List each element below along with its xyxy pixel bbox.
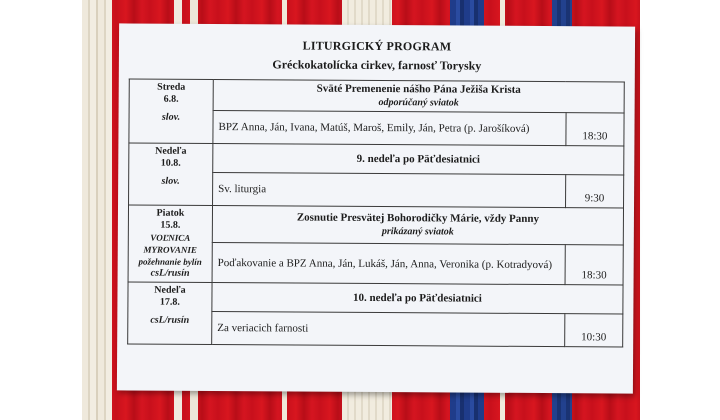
service-time: 18:30 xyxy=(566,113,624,146)
day-cell xyxy=(128,282,212,345)
service-time: 18:30 xyxy=(565,245,623,285)
day-date: 6.8. xyxy=(163,93,179,105)
day-cell xyxy=(129,143,213,206)
feast-rank: prikázaný sviatok xyxy=(381,226,454,238)
feast-cell xyxy=(212,206,623,246)
day-feast-row xyxy=(128,282,623,314)
feast-cell xyxy=(213,80,624,114)
document-title: LITURGICKÝ PROGRAM xyxy=(302,38,452,54)
day-note: VOĽNICA xyxy=(150,232,191,243)
service-description: BPZ Anna, Ján, Ivana, Matúš, Maroš, Emily, Ján, Petra (p. Jarošíková) xyxy=(213,111,566,146)
liturgy-language: csL/rusín xyxy=(150,267,190,279)
liturgy-language: slov. xyxy=(161,175,180,187)
program-table xyxy=(127,78,625,347)
day-note: požehnanie bylín xyxy=(138,256,202,267)
service-time: 9:30 xyxy=(565,175,623,208)
program-sheet xyxy=(117,23,635,393)
liturgy-language: slov. xyxy=(161,111,181,123)
day-name: Piatok xyxy=(156,207,185,219)
day-note: MYROVANIE xyxy=(143,244,197,255)
feast-cell xyxy=(213,144,624,176)
day-feast-row xyxy=(129,143,624,175)
day-name: Streda xyxy=(157,81,186,93)
day-name: Nedeľa xyxy=(154,284,186,296)
document-subtitle: Gréckokatolícka cirkev, farnosť Torysky xyxy=(272,57,482,73)
day-date: 17.8. xyxy=(159,296,180,308)
service-description: Poďakovanie a BPZ Anna, Ján, Lukáš, Ján, Anna, Veronika (p. Kotradyová) xyxy=(212,243,565,285)
feast-cell xyxy=(212,282,623,314)
day-cell xyxy=(129,79,213,144)
day-date: 10.8. xyxy=(160,157,181,169)
service-time: 10:30 xyxy=(565,314,623,347)
service-description: Sv. liturgia xyxy=(213,173,566,208)
day-name: Nedeľa xyxy=(155,145,187,157)
fabric-stripe xyxy=(82,0,112,420)
day-feast-row xyxy=(129,79,624,113)
day-feast-row xyxy=(128,205,623,245)
feast-title: 9. nedeľa po Päťdesiatnici xyxy=(356,152,481,166)
service-description: Za veriacich farnosti xyxy=(212,311,565,346)
feast-title: Sväté Premenenie nášho Pána Ježiša Krista xyxy=(316,82,521,96)
day-cell xyxy=(128,205,212,283)
feast-rank: odporúčaný sviatok xyxy=(378,97,459,109)
liturgy-language: csL/rusín xyxy=(150,314,190,326)
day-date: 15.8. xyxy=(160,219,181,231)
feast-title: 10. nedeľa po Päťdesiatnici xyxy=(352,291,482,305)
feast-title: Zosnutie Presvätej Bohorodičky Márie, vždy Panny xyxy=(296,211,540,226)
